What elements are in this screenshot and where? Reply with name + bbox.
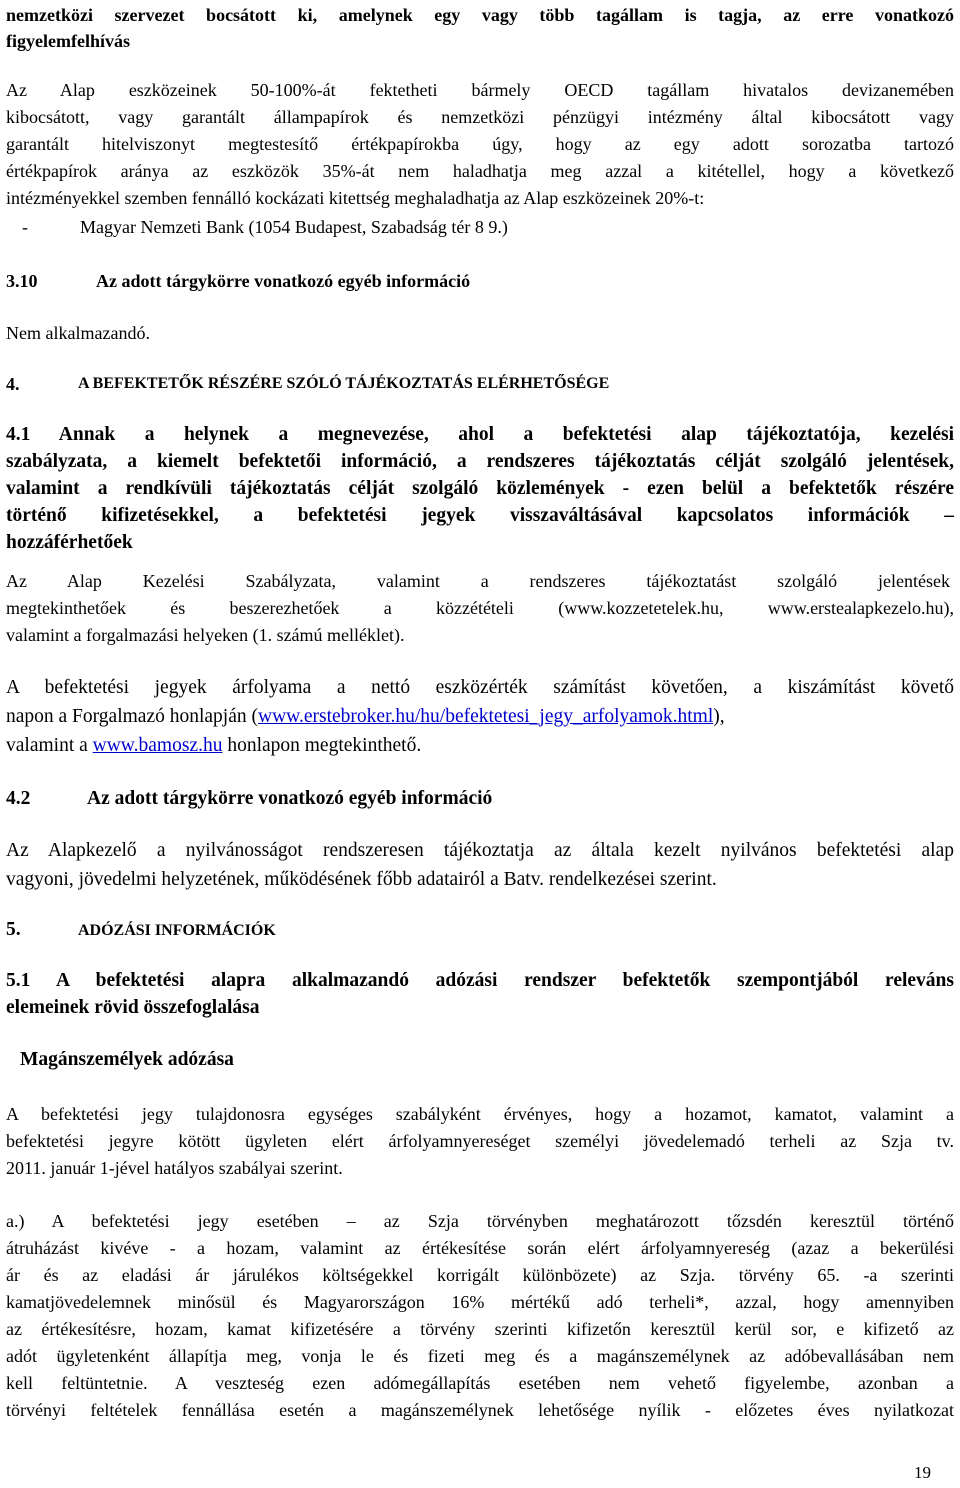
text-span: napon a Forgalmazó honlapján ( [6,706,258,727]
paragraph-line: Nem alkalmazandó. [6,323,150,343]
paragraph-line: Az Alap Kezelési Szabályzata, valamint a rendszeres tájékoztatást szolgáló jelentések [6,571,950,591]
paragraph-line [6,735,421,757]
bullet-text: Magyar Nemzeti Bank (1054 Budapest, Szabadság tér 8 9.) [80,217,508,237]
paragraph-line: intézményekkel szemben fennálló kockázati kitettség meghaladhatja az Alap eszközeinek 20%-t: [6,188,705,208]
paragraph-line: a.) A befektetési jegy esetében – az Szja törvényben meghatározott tőzsdén keresztül történő [6,1211,954,1231]
paragraph-line: ár és az eladási ár járulékos költségekkel korrigált különbözete) az Szja. törvény 65. -a szerinti [6,1265,954,1285]
bold-paragraph-line: elemeinek rövid összefoglalása [6,997,260,1018]
paragraph-line: az értékesítésre, hozam, kamat kifizetésére a törvény szerinti kifizetőn keresztül kerül sor, e kifizető az [6,1319,954,1339]
paragraph-line: garantált hitelviszonyt megtestesítő értékpapírokba úgy, hogy az egy adott sorozatba tartozó [6,134,954,154]
paragraph-line: kell feltüntetnie. A veszteség ezen adómegállapítás esetében nem vehető figyelembe, azonban a [6,1373,954,1393]
paragraph-line: megtekinthetőek és beszerezhetőek a közzétételi (www.kozzetetelek.hu, www.erstealapkezelo.hu), [6,598,954,618]
subheading: Magánszemélyek adózása [20,1049,234,1070]
paragraph-line: Az Alapkezelő a nyilvánosságot rendszeresen tájékoztatja az általa kezelt nyilvános befektetési alap [6,840,954,861]
section-number: 4.2 [6,788,31,809]
bamosz-link[interactable]: www.bamosz.hu [92,735,223,756]
text-span: honlapon megtekinthető. [222,735,422,756]
paragraph-line: A befektetési jegy tulajdonosra egységes szabályként érvényes, hogy a hozamot, kamatot, valamint a [6,1104,954,1124]
bold-paragraph-line: történő kifizetésekkel, a befektetési jegyek visszaváltásával kapcsolatos információk – [6,505,954,526]
section-title: Az adott tárgykörre vonatkozó egyéb információ [87,788,493,809]
page-number: 19 [914,1463,931,1482]
bold-paragraph-line: szabályzata, a kiemelt befektetői információ, a rendszeres tájékoztatás célját szolgáló jelentések, [6,451,954,472]
section-title: Az adott tárgykörre vonatkozó egyéb információ [96,271,471,291]
paragraph-line: valamint a forgalmazási helyeken (1. számú melléklet). [6,625,405,645]
section-number: 3.10 [6,271,38,291]
paragraph-line: kibocsátott, vagy garantált állampapírok és nemzetközi pénzügyi intézmény által kibocsátott vagy [6,107,954,127]
bold-paragraph-line: 5.1 A befektetési alapra alkalmazandó adózási rendszer befektetők szempontjából releváns [6,970,954,991]
section-title: A BEFEKTETŐK RÉSZÉRE SZÓLÓ TÁJÉKOZTATÁS ELÉRHETŐSÉGE [78,375,610,392]
heading-line: figyelemfelhívás [6,31,130,51]
paragraph-line: 2011. január 1-jével hatályos szabályai szerint. [6,1158,343,1178]
arfolyam-link[interactable]: www.erstebroker.hu/hu/befektetesi_jegy_arfolyamok.html [258,706,714,727]
paragraph-line [6,706,725,728]
paragraph-line: átruházást kivéve - a hozam, valamint az értékesítése során elért árfolyamnyereség (azaz a bekerülési [6,1238,954,1258]
section-number: 4. [6,374,20,394]
bullet-dash: - [22,217,28,237]
paragraph-line: törvényi feltételek fennállása esetén a magánszemélynek lehetősége nyílik - előzetes éves nyilatkozat [6,1400,954,1420]
section-number: 5. [6,919,21,940]
paragraph-line: kamatjövedelemnek minősül és Magyarországon 16% mértékű adó terheli*, azzal, hogy amennyiben [6,1292,954,1312]
paragraph-line: vagyoni, jövedelmi helyzetének, működésének főbb adatairól a Batv. rendelkezései szerint. [6,869,717,890]
section-title: ADÓZÁSI INFORMÁCIÓK [78,922,276,939]
paragraph-line: értékpapírok aránya az eszközök 35%-át nem haladhatja meg azzal a kitétellel, hogy a következő [6,161,954,181]
bold-paragraph-line: 4.1 Annak a helynek a megnevezése, ahol a befektetési alap tájékoztatója, kezelési [6,424,954,445]
paragraph-line: Az Alap eszközeinek 50-100%-át fektetheti bármely OECD tagállam hivatalos devizanemében [6,80,954,100]
paragraph-line: A befektetési jegyek árfolyama a nettó eszközérték számítást követően, a kiszámítást követő [6,677,954,698]
bold-paragraph-line: hozzáférhetőek [6,532,133,553]
bold-paragraph-line: valamint a rendkívüli tájékoztatás célját szolgáló közlemények - ezen belül a befektetők részére [6,478,954,499]
text-span: valamint a [6,735,93,756]
text-span: ), [713,706,725,727]
paragraph-line: befektetési jegyre kötött ügyleten elért árfolyamnyereséget személyi jövedelemadó terheli az Szja tv. [6,1131,954,1151]
heading-line: nemzetközi szervezet bocsátott ki, amelynek egy vagy több tagállam is tagja, az erre vonatkozó [6,5,954,25]
paragraph-line: adót ügyletenként állapítja meg, vonja le és fizeti meg és a magánszemélynek az adóbevallásában nem [6,1346,954,1366]
